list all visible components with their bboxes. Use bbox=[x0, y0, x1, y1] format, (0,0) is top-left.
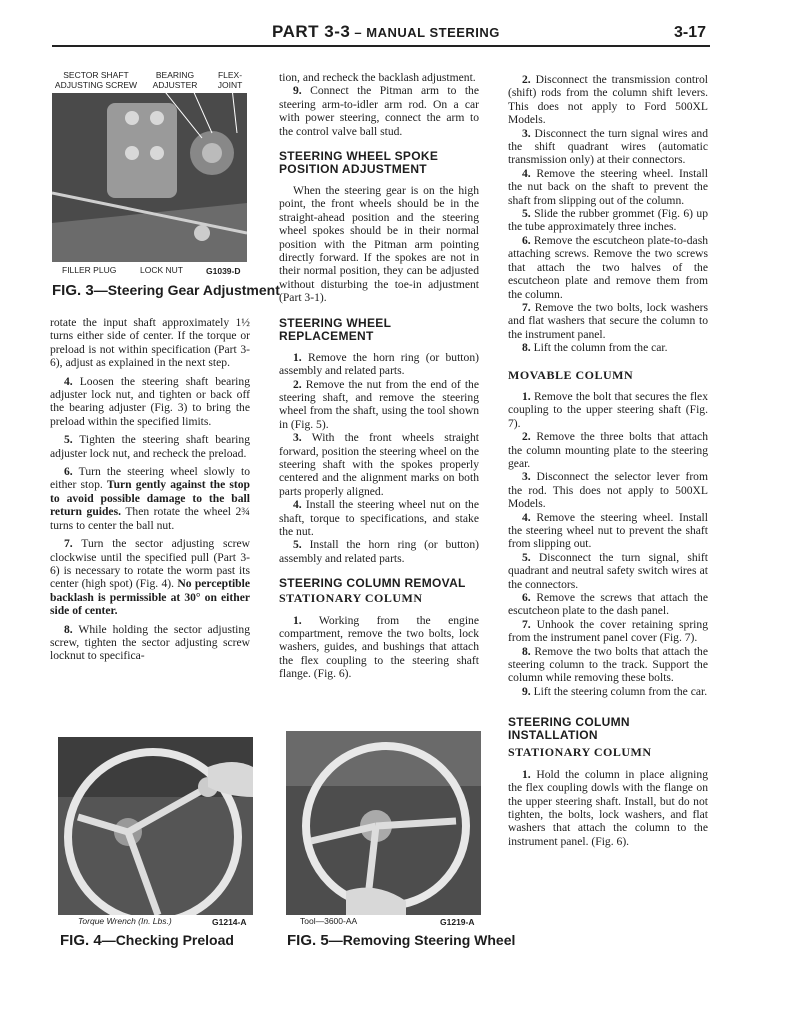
fig3-label-lock-nut: LOCK NUT bbox=[140, 265, 183, 275]
fig3-label-flex-joint: FLEX- JOINT bbox=[217, 70, 243, 90]
step-warning: No perceptible backlash is permissible at 30° on either side of center. bbox=[50, 577, 250, 618]
step-text: While holding the sector adjusting screw, tighten the sector adjusting screw locknut to specifica- bbox=[50, 622, 250, 663]
header-section: – MANUAL STEERING bbox=[350, 25, 500, 40]
step-text: Remove the two bolts that attach the steering column to the track. Support the column while removing these bolts. bbox=[508, 644, 708, 685]
step-number: 2. bbox=[522, 73, 531, 86]
step-text: With the front wheels straight forward, position the steering wheel on the steering shaft with the spokes properly centered and the alignment marks on both parts properly aligned. bbox=[279, 431, 479, 498]
step-1 bbox=[279, 614, 479, 681]
step-8 bbox=[508, 645, 708, 685]
step-text: Turn the sector adjusting screw clockwise until the specified pull (Part 3-6) is necessary to rotate the worm past its center (high spot) (Fig. 4). bbox=[50, 537, 250, 591]
step-number: 1. bbox=[522, 389, 531, 403]
step-number: 6. bbox=[522, 233, 531, 247]
fig3-label-sector-shaft: SECTOR SHAFT ADJUSTING SCREW bbox=[54, 70, 138, 90]
section-heading-column-installation: STEERING COLUMN INSTALLATION bbox=[508, 715, 630, 743]
step-text: Loosen the steering shaft bearing adjuster lock nut, and tighten or back off the bearing adjuster (Fig. 3) to bring the preload within the specified limits. bbox=[50, 374, 250, 428]
step-3 bbox=[508, 470, 708, 510]
section-heading-column-removal: STEERING COLUMN REMOVAL bbox=[279, 576, 466, 591]
step-number: 3. bbox=[293, 431, 302, 445]
step-6 bbox=[508, 234, 708, 301]
step-number: 8. bbox=[522, 644, 531, 658]
step-text: Slide the rubber grommet (Fig. 6) up the tube approximately three inches. bbox=[508, 207, 708, 234]
step-4 bbox=[508, 511, 708, 551]
step-number: 4. bbox=[293, 498, 302, 512]
fig3-id: G1039-D bbox=[206, 266, 241, 276]
step-text: Disconnect the turn signal, shift quadrant and neutral safety switch wires at the connectors. bbox=[508, 550, 708, 591]
fig5-photo bbox=[286, 731, 481, 915]
header-title bbox=[272, 22, 500, 42]
subheading-stationary-column: STATIONARY COLUMN bbox=[508, 745, 652, 760]
step-2 bbox=[508, 430, 708, 470]
fig4-photo bbox=[58, 737, 253, 915]
step-number: 6. bbox=[522, 591, 531, 605]
step-3 bbox=[279, 431, 479, 498]
fig3-label-bearing-adjuster: BEARING ADJUSTER bbox=[152, 70, 198, 90]
step-text: Remove the horn ring (or button) assembly and related parts. bbox=[279, 350, 479, 378]
step-9 bbox=[508, 685, 708, 698]
step-2 bbox=[508, 73, 708, 127]
step-number: 5. bbox=[293, 538, 302, 552]
fig3-caption-text: —Steering Gear Adjustment bbox=[93, 282, 280, 298]
step-text: Install the steering wheel nut on the shaft, torque to specifications, and stake the nut. bbox=[279, 498, 479, 538]
step-number: 4. bbox=[522, 510, 531, 524]
step-number: 7. bbox=[522, 300, 531, 314]
step-text: Turn the steering wheel slowly to either stop. bbox=[50, 465, 250, 492]
step-number: 8. bbox=[64, 622, 73, 636]
fig3-caption-number: FIG. 3 bbox=[52, 282, 94, 299]
step-4 bbox=[50, 375, 250, 429]
step-5 bbox=[508, 207, 708, 234]
step-number: 1. bbox=[293, 350, 302, 364]
step-text: Remove the screws that attach the escutcheon plate to the dash panel. bbox=[508, 591, 708, 618]
step-1 bbox=[508, 768, 708, 848]
step-8 bbox=[50, 623, 250, 663]
step-text: Remove the nut from the end of the steering shaft, and remove the steering wheel from the shaft, using the tool shown in (Fig. 5). bbox=[279, 377, 479, 431]
steering-gear-illustration bbox=[52, 93, 247, 262]
fig5-caption-text: —Removing Steering Wheel bbox=[328, 932, 516, 948]
steering-wheel-removal-illustration bbox=[286, 731, 481, 915]
step-9 bbox=[279, 84, 479, 138]
fig4-caption-text: —Checking Preload bbox=[101, 932, 234, 948]
step-text: Unhook the cover retaining spring from the instrument panel cover (Fig. 7). bbox=[508, 617, 708, 645]
step-5 bbox=[508, 551, 708, 591]
step-text: Remove the bolt that secures the flex coupling to the upper steering shaft (Fig. 7). bbox=[508, 389, 708, 430]
step-text: Working from the engine compartment, remove the two bolts, lock washers, guides, and bushings that attach the flex coupling to the steering shaft flange. (Fig. 6). bbox=[279, 613, 479, 681]
step-number: 5. bbox=[522, 207, 531, 221]
step-4 bbox=[508, 167, 708, 207]
page-number: 3-17 bbox=[674, 24, 707, 41]
step-number: 6. bbox=[64, 465, 73, 479]
step-5 bbox=[279, 538, 479, 565]
step-number: 9. bbox=[293, 84, 302, 98]
step-number: 4. bbox=[64, 374, 73, 388]
step-number: 1. bbox=[293, 613, 302, 627]
step-number: 7. bbox=[522, 617, 531, 631]
step-1 bbox=[279, 351, 479, 378]
fig5-label-tool: Tool—3600-AA bbox=[300, 916, 358, 926]
step-number: 8. bbox=[522, 341, 531, 355]
step-text: Remove the escutcheon plate-to-dash attaching screws. Remove the two screws that attach the two halves of the escutcheon plate and remove them from the column. bbox=[508, 233, 708, 301]
step-1 bbox=[508, 390, 708, 430]
subheading-movable-column: MOVABLE COLUMN bbox=[508, 367, 634, 382]
steering-wheel-illustration bbox=[58, 737, 253, 915]
fig3-caption bbox=[52, 282, 280, 299]
header-part: PART 3-3 bbox=[272, 22, 351, 41]
right-column bbox=[508, 73, 708, 853]
step-text: Disconnect the turn signal wires and the shift quadrant wires (automatic transmission only) at their connectors. bbox=[508, 126, 708, 167]
left-column bbox=[50, 316, 250, 668]
section-heading-wheel-replacement: STEERING WHEEL REPLACEMENT bbox=[279, 315, 391, 343]
step-text: Disconnect the selector lever from the rod. This does not apply to 500XL Models. bbox=[508, 470, 708, 511]
step-text: Lift the column from the car. bbox=[530, 341, 668, 355]
step-6 bbox=[50, 465, 250, 532]
paragraph: rotate the input shaft approximately 1½ turns either side of center. If the torque or preload is not within specification (Part 3-6), adjust as explained in the next step. bbox=[50, 316, 250, 370]
fig5-id: G1219-A bbox=[440, 917, 475, 927]
step-6 bbox=[508, 591, 708, 618]
step-text: Lift the steering column from the car. bbox=[530, 684, 708, 698]
fig5-caption bbox=[287, 932, 515, 949]
step-warning: Turn gently against the stop to avoid possible damage to the ball return guides. bbox=[50, 478, 250, 519]
step-7 bbox=[50, 537, 250, 617]
step-text: Remove the two bolts, lock washers and flat washers that secure the column to the instrument panel. bbox=[508, 300, 708, 341]
step-8 bbox=[508, 341, 708, 354]
fig4-label-torque-wrench: Torque Wrench (In. Lbs.) bbox=[78, 916, 172, 926]
fig4-id: G1214-A bbox=[212, 917, 247, 927]
step-number: 3. bbox=[522, 470, 531, 484]
step-text: Remove the steering wheel. Install the steering wheel nut to prevent the shaft from slipping out. bbox=[508, 510, 708, 551]
step-text: Then rotate the wheel 2¾ turns to center the ball nut. bbox=[50, 505, 250, 532]
step-text: Remove the steering wheel. Install the nut back on the shaft to prevent the shaft from slipping out of the column. bbox=[508, 166, 708, 207]
subheading-stationary-column: STATIONARY COLUMN bbox=[279, 591, 423, 606]
step-number: 4. bbox=[522, 166, 531, 180]
step-text: Disconnect the transmission control (shift) rods from the column shift levers. This does not apply to Ford 500XL Models. bbox=[508, 73, 708, 127]
step-text: Install the horn ring (or button) assembly and related parts. bbox=[279, 538, 479, 565]
fig3-label-filler-plug: FILLER PLUG bbox=[62, 265, 117, 275]
step-3 bbox=[508, 127, 708, 167]
step-text: Hold the column in place aligning the flex coupling dowls with the flange on the upper steering shaft. Install, but do not tighten, the bolts, lock washers, and flat washers that attach the column to the instrument panel. (Fig. 6). bbox=[508, 767, 708, 848]
section-heading-spoke-adjustment: STEERING WHEEL SPOKE POSITION ADJUSTMENT bbox=[279, 149, 439, 177]
fig5-caption-number: FIG. 5 bbox=[287, 932, 329, 949]
step-2 bbox=[279, 378, 479, 432]
header-rule bbox=[52, 45, 710, 47]
fig3-photo bbox=[52, 93, 247, 262]
fig4-caption bbox=[60, 932, 234, 949]
step-7 bbox=[508, 618, 708, 645]
step-number: 3. bbox=[522, 126, 531, 140]
step-5 bbox=[50, 433, 250, 460]
step-number: 2. bbox=[522, 430, 531, 444]
step-text: Connect the Pitman arm to the steering arm-to-idler arm rod. On a car with power steering, connect the arm to the control valve ball stud. bbox=[279, 84, 479, 138]
step-number: 7. bbox=[64, 537, 73, 551]
step-number: 5. bbox=[64, 433, 73, 447]
step-text: Remove the three bolts that attach the column mounting plate to the steering gear. bbox=[508, 430, 708, 470]
middle-column bbox=[279, 71, 479, 686]
step-4 bbox=[279, 498, 479, 538]
step-number: 2. bbox=[293, 377, 302, 391]
step-7 bbox=[508, 301, 708, 341]
paragraph: When the steering gear is on the high point, the front wheels should be in the straight-ahead position and the steering wheel spokes should be in their normal position with the Pitman arm pointing directly forward. If the spokes are not in their normal position, they can be adjusted without disturbing the toe-in adjustment (Part 3-1). bbox=[279, 184, 479, 305]
step-number: 1. bbox=[522, 767, 531, 781]
step-text: Tighten the steering shaft bearing adjuster lock nut, and recheck the preload. bbox=[50, 433, 250, 460]
paragraph: tion, and recheck the backlash adjustment. bbox=[279, 71, 476, 84]
step-number: 5. bbox=[522, 550, 531, 564]
fig4-caption-number: FIG. 4 bbox=[60, 932, 102, 949]
step-number: 9. bbox=[522, 684, 531, 698]
